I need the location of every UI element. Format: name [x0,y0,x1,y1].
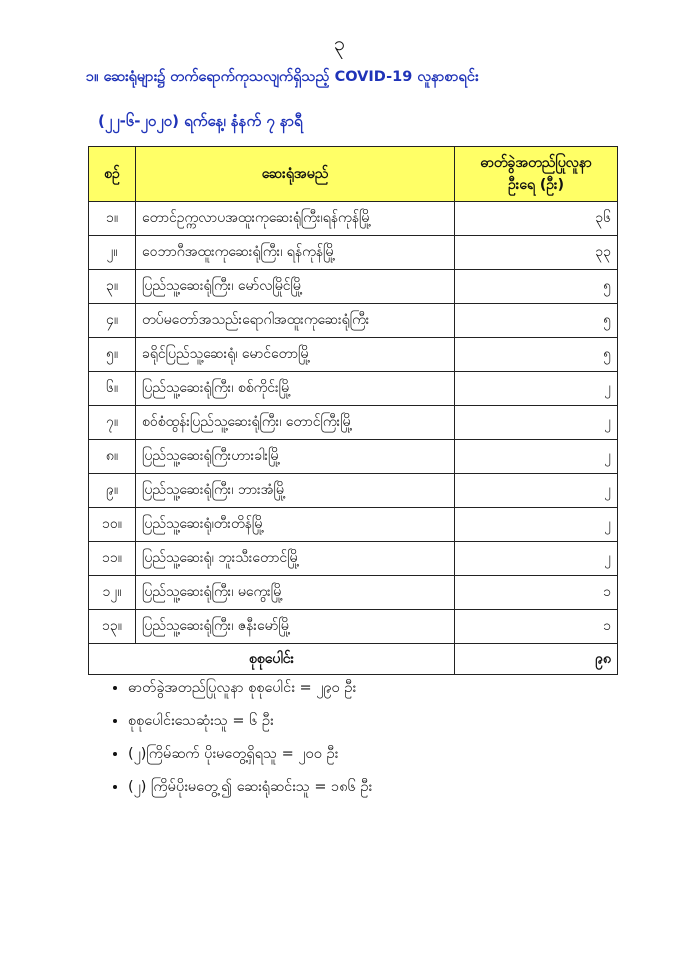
row-hospital-name: ပြည်သူ့ဆေးရုံကြီး၊ ဘားအံမြို့ [136,474,455,508]
row-hospital-name: ပြည်သူ့ဆေးရုံ၊တီးတိန်မြို့ [136,508,455,542]
table-row [89,474,618,508]
table-row [89,304,618,338]
row-hospital-name: ပြည်သူ့ဆေးရုံကြီး၊ မော်လမြိုင်မြို့ [136,270,455,304]
row-hospital-name: တပ်မတော်အသည်းရောဂါအထူးကုဆေးရုံကြီး [136,304,455,338]
row-confirmed-count: ၃၃ [455,236,618,270]
report-date-time: (၂၂-၆-၂၀၂၀) ရက်နေ့၊ နံနက် ၇ နာရီ [98,112,303,130]
row-confirmed-count: ၂ [455,508,618,542]
row-hospital-name: ဝေဘာဂီအထူးကုဆေးရုံကြီး၊ ရန်ကုန်မြို့ [136,236,455,270]
table-row [89,576,618,610]
row-serial-no: ၃။ [89,270,136,304]
row-serial-no: ၁၀။ [89,508,136,542]
table-row [89,338,618,372]
header-confirmed-count [455,147,618,202]
summary-note-item: • ဓာတ်ခွဲအတည်ပြုလူနာ စုစုပေါင်း = ၂၉၀ ဦး [128,674,372,707]
row-hospital-name: ပြည်သူ့ဆေးရုံ၊ ဘူးသီးတောင်မြို့ [136,542,455,576]
table-row [89,202,618,236]
row-serial-no: ၅။ [89,338,136,372]
row-hospital-name: တောင်ဥက္ကလာပအထူးကုဆေးရုံကြီး၊ရန်ကုန်မြို့ [136,202,455,236]
total-row [89,644,618,675]
table-row [89,372,618,406]
row-confirmed-count: ၂ [455,372,618,406]
summary-note-item: • (၂) ကြိမ်ပိုးမတွေ့၍ ဆေးရုံဆင်းသူ = ၁၈၆ ဦး [128,773,372,806]
table-row [89,236,618,270]
row-confirmed-count: ၁ [455,576,618,610]
row-hospital-name: စဝ်စံထွန်းပြည်သူ့ဆေးရုံကြီး၊ တောင်ကြီးမြို့ [136,406,455,440]
table-row [89,440,618,474]
total-label: စုစုပေါင်း [89,644,455,675]
row-hospital-name: ပြည်သူ့ဆေးရုံကြီး၊ စစ်ကိုင်းမြို့ [136,372,455,406]
page-number: ၃ [333,31,346,55]
row-hospital-name: ပြည်သူ့ဆေးရုံကြီး၊ ဇနီးမော်မြို့ [136,610,455,644]
table-row [89,406,618,440]
row-confirmed-count: ၂ [455,474,618,508]
report-heading: ၁။ ဆေးရုံများ၌ တက်ရောက်ကုသလျက်ရှိသည့် COVID-19 လူနာစာရင်း [86,69,479,85]
row-serial-no: ၆။ [89,372,136,406]
row-serial-no: ၉။ [89,474,136,508]
table-row [89,508,618,542]
table-body [89,202,618,644]
row-hospital-name: ပြည်သူ့ဆေးရုံကြီးဟားခါးမြို့ [136,440,455,474]
header-hospital-name: ဆေးရုံအမည် [136,147,455,202]
table-row [89,610,618,644]
row-serial-no: ၁၂။ [89,576,136,610]
summary-note-item: • (၂)ကြိမ်ဆက် ပိုးမတွေ့ရှိရသူ = ၂၀၀ ဦး [128,740,372,773]
row-confirmed-count: ၂ [455,542,618,576]
row-confirmed-count: ၁ [455,610,618,644]
table-row [89,270,618,304]
row-hospital-name: ခရိုင်ပြည်သူ့ဆေးရုံ၊ မောင်တောမြို့ [136,338,455,372]
table-header-row [89,147,618,202]
row-confirmed-count: ၃၆ [455,202,618,236]
row-serial-no: ၄။ [89,304,136,338]
header-confirmed-count-line1: ဓာတ်ခွဲအတည်ပြုလူနာ [480,155,592,171]
row-serial-no: ၁၃။ [89,610,136,644]
table-row [89,542,618,576]
row-serial-no: ၁။ [89,202,136,236]
row-serial-no: ၇။ [89,406,136,440]
header-confirmed-count-line2: ဦးရေ (ဦး) [508,177,564,193]
row-confirmed-count: ၅ [455,304,618,338]
row-serial-no: ၈။ [89,440,136,474]
row-serial-no: ၂။ [89,236,136,270]
row-serial-no: ၁၁။ [89,542,136,576]
row-confirmed-count: ၅ [455,338,618,372]
header-serial-no: စဉ် [89,147,136,202]
row-confirmed-count: ၂ [455,406,618,440]
hospital-cases-table [88,146,618,675]
row-confirmed-count: ၂ [455,440,618,474]
summary-note-item: • စုစုပေါင်းသေဆုံးသူ = ၆ ဦး [128,707,372,740]
row-hospital-name: ပြည်သူ့ဆေးရုံကြီး၊ မကွေးမြို့ [136,576,455,610]
row-confirmed-count: ၅ [455,270,618,304]
summary-notes-list [106,674,372,806]
total-value: ၉၈ [455,644,618,675]
